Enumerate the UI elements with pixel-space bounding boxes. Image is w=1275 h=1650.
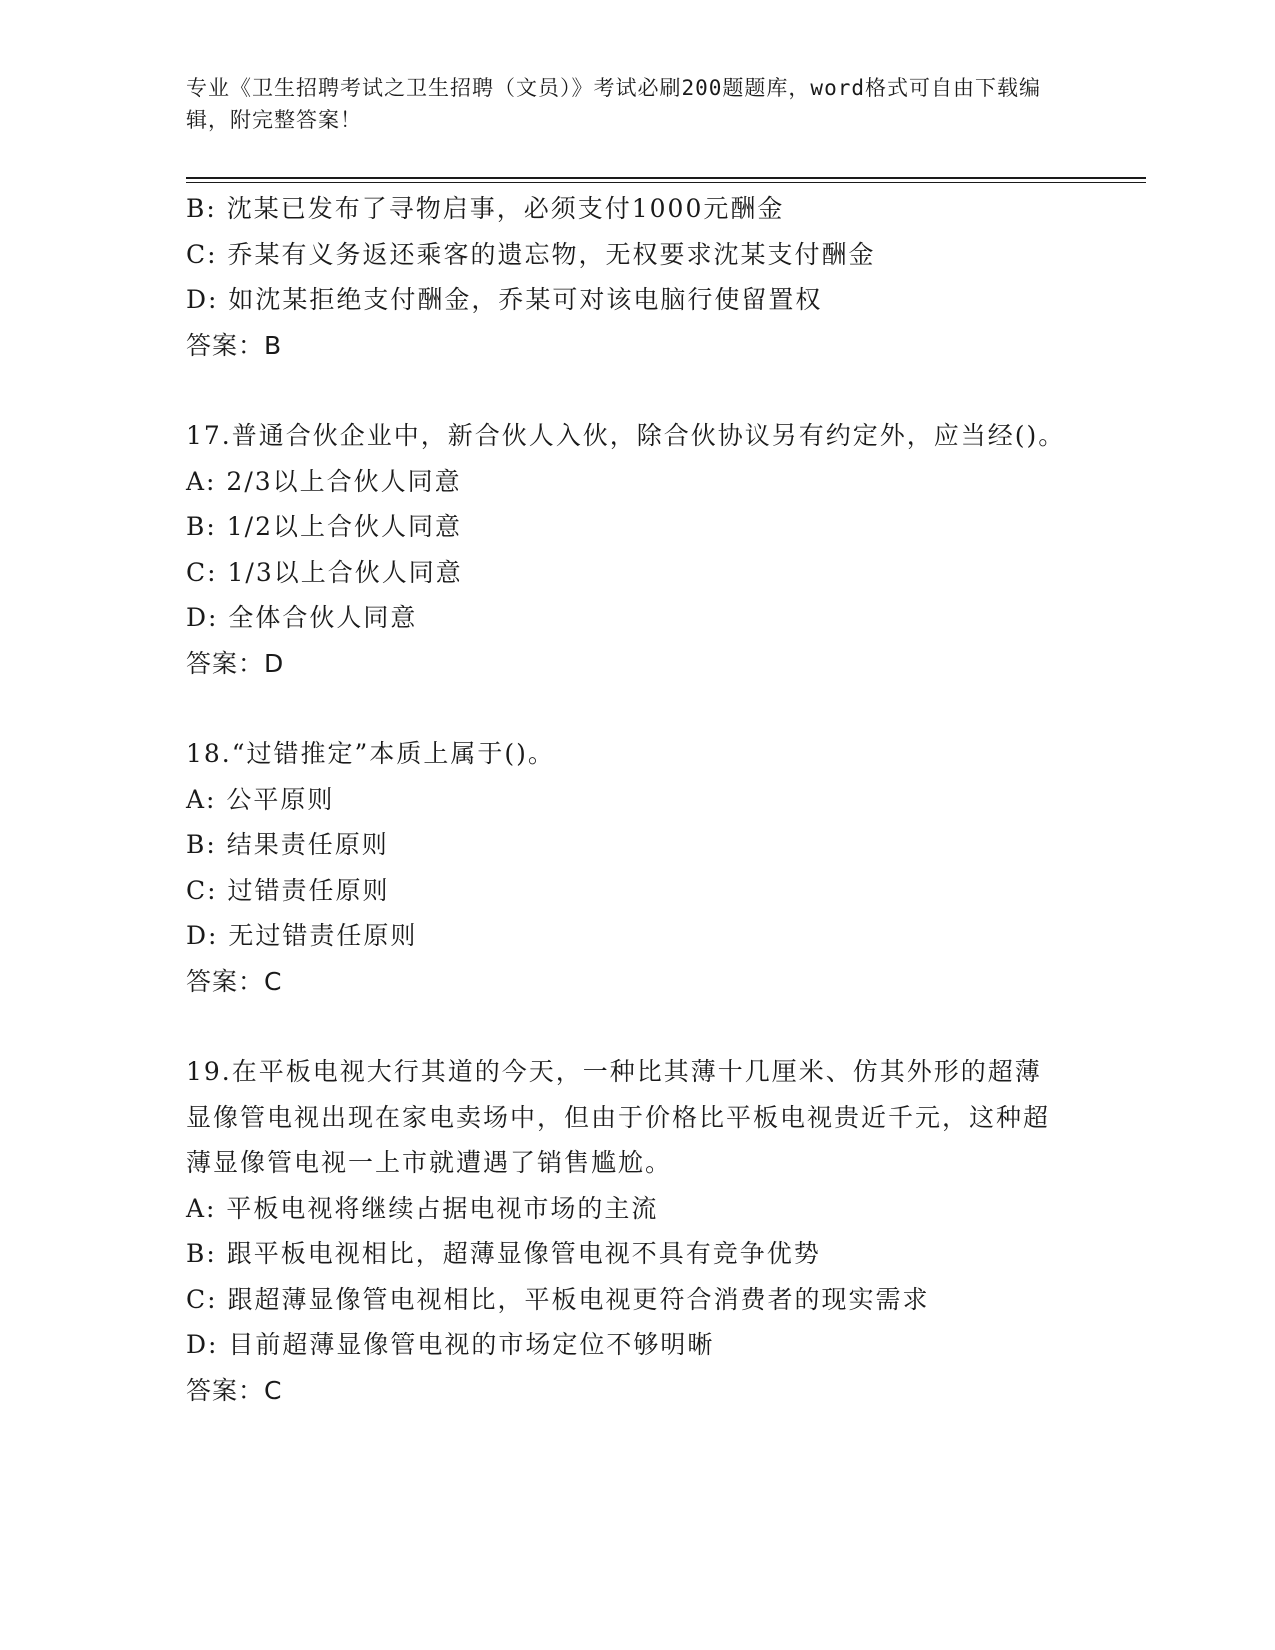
option-a: A: 公平原则 bbox=[186, 784, 335, 814]
spacer bbox=[186, 368, 1086, 413]
option-c: C: 过错责任原则 bbox=[186, 875, 390, 905]
question-stem: 17.普通合伙企业中，新合伙人入伙，除合伙协议另有约定外，应当经()。 bbox=[186, 421, 1066, 450]
option-c: C: 乔某有义务返还乘客的遗忘物，无权要求沈某支付酬金 bbox=[186, 239, 876, 269]
option-a: A: 2/3以上合伙人同意 bbox=[186, 466, 462, 496]
option-c: C: 1/3以上合伙人同意 bbox=[186, 557, 463, 587]
option-c: C: 跟超薄显像管电视相比，平板电视更符合消费者的现实需求 bbox=[186, 1284, 930, 1314]
option-b: B: 沈某已发布了寻物启事，必须支付1000元酬金 bbox=[186, 194, 785, 223]
question-list bbox=[186, 186, 1086, 1413]
question-17-block bbox=[186, 413, 1086, 686]
option-b: B: 结果责任原则 bbox=[186, 830, 389, 859]
option-d: D: 全体合伙人同意 bbox=[186, 603, 418, 632]
option-b: B: 跟平板电视相比，超薄显像管电视不具有竞争优势 bbox=[186, 1239, 821, 1268]
header-divider bbox=[186, 177, 1146, 179]
question-16-block bbox=[186, 186, 1086, 368]
option-d: D: 如沈某拒绝支付酬金，乔某可对该电脑行使留置权 bbox=[186, 285, 823, 314]
question-stem: 19.在平板电视大行其道的今天，一种比其薄十几厘米、仿其外形的超薄显像管电视出现在家电卖场中，但由于价格比平板电视贵近千元，这种超薄显像管电视一上市就遭遇了销售尴尬。 bbox=[186, 1057, 1051, 1177]
question-19-block bbox=[186, 1049, 1086, 1413]
answer-line: 答案：C bbox=[186, 966, 283, 996]
option-a: A: 平板电视将继续占据电视市场的主流 bbox=[186, 1193, 659, 1223]
option-d: D: 无过错责任原则 bbox=[186, 921, 418, 950]
header-divider-thin bbox=[186, 182, 1146, 183]
answer-line: 答案：C bbox=[186, 1375, 283, 1405]
option-b: B: 1/2以上合伙人同意 bbox=[186, 512, 462, 541]
document-header: 专业《卫生招聘考试之卫生招聘（文员）》考试必刷200题题库，word格式可自由下载编辑，附完整答案！ bbox=[186, 76, 1041, 132]
spacer bbox=[186, 686, 1086, 731]
answer-line: 答案：B bbox=[186, 330, 283, 360]
option-d: D: 目前超薄显像管电视的市场定位不够明晰 bbox=[186, 1330, 715, 1359]
answer-line: 答案：D bbox=[186, 648, 285, 678]
spacer bbox=[186, 1004, 1086, 1049]
question-stem: 18.“过错推定”本质上属于()。 bbox=[186, 739, 555, 768]
question-18-block bbox=[186, 731, 1086, 1004]
